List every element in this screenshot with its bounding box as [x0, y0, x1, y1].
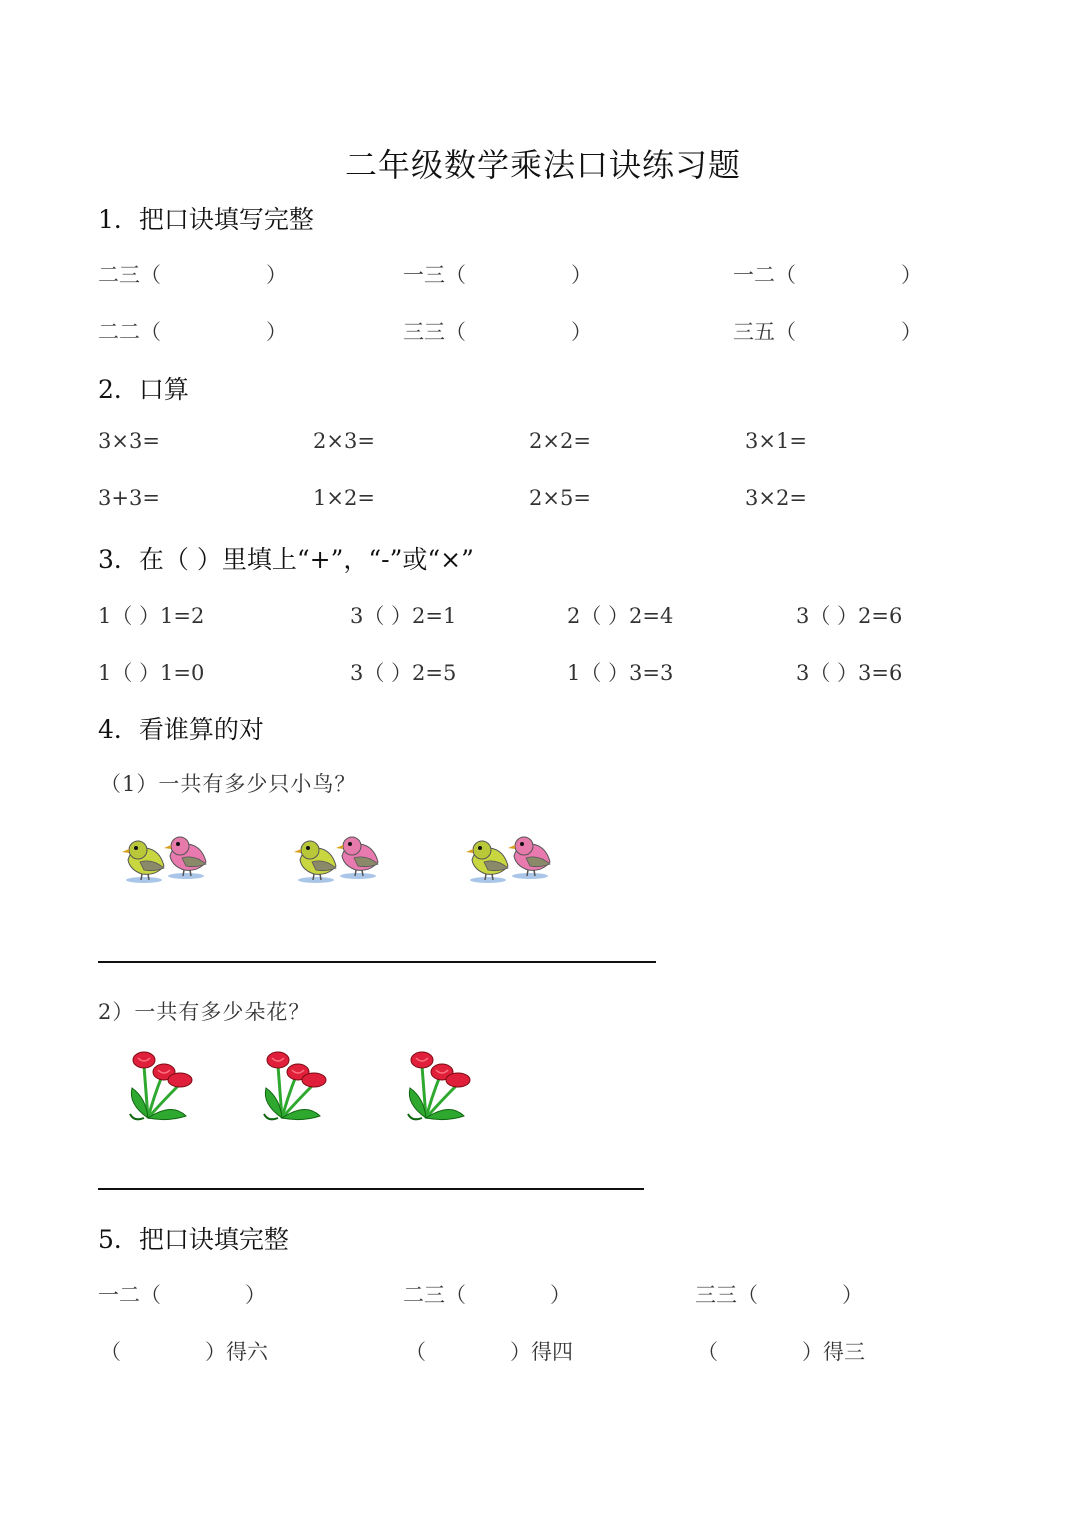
q3-r1-c1: 1（ ）1=2	[98, 604, 205, 628]
flower-bunch-1	[130, 1052, 192, 1120]
q1-r1-c3: 一二（ ）	[733, 263, 922, 287]
q5-r2-c2: （ ）得四	[405, 1340, 573, 1364]
bird-yellow-3	[466, 841, 508, 883]
bird-pink-2	[336, 837, 378, 879]
bird-yellow-2	[294, 841, 336, 883]
q2-r2-c3: 2×5=	[529, 486, 591, 510]
q5-heading: 5．把口诀填完整	[98, 1225, 289, 1254]
q3-r1-c2: 3（ ）2=1	[350, 604, 457, 628]
q5-r2-c1: （ ）得六	[100, 1340, 268, 1364]
q2-r2-c1: 3+3=	[98, 486, 160, 510]
q1-r2-c2: 三三（ ）	[403, 320, 592, 344]
q5-r2-c3: （ ）得三	[697, 1340, 865, 1364]
q2-r2-c2: 1×2=	[313, 486, 375, 510]
bird-pink-3	[508, 837, 550, 879]
q2-r1-c4: 3×1=	[745, 429, 807, 453]
q5-r1-c2: 二三（ ）	[403, 1283, 571, 1307]
q3-r2-c1: 1（ ）1=0	[98, 661, 205, 685]
bird-yellow-1	[122, 841, 164, 883]
q2-r2-c4: 3×2=	[745, 486, 807, 510]
page-title: 二年级数学乘法口诀练习题	[345, 146, 742, 184]
q4-part1-question: （1）一共有多少只小鸟？	[100, 772, 357, 796]
q3-r1-c4: 3（ ）2=6	[796, 604, 903, 628]
q2-heading: 2．口算	[98, 375, 189, 404]
flower-bunch-3	[408, 1052, 470, 1120]
q1-r2-c1: 二二（ ）	[98, 320, 287, 344]
q3-r2-c3: 1（ ）3=3	[567, 661, 674, 685]
q3-r2-c4: 3（ ）3=6	[796, 661, 903, 685]
q1-r1-c1: 二三（ ）	[98, 263, 287, 287]
q2-r1-c1: 3×3=	[98, 429, 160, 453]
q4-part2-question: 2）一共有多少朵花？	[98, 1000, 311, 1024]
bird-pink-1	[164, 837, 206, 879]
q3-heading: 3．在（ ）里填上“+”，“-”或“×”	[98, 545, 474, 574]
q2-r1-c2: 2×3=	[313, 429, 375, 453]
q1-r1-c2: 一三（ ）	[403, 263, 592, 287]
q3-r1-c3: 2（ ）2=4	[567, 604, 674, 628]
q5-r1-c1: 一二（ ）	[98, 1283, 266, 1307]
q3-r2-c2: 3（ ）2=5	[350, 661, 457, 685]
flower-bunch-2	[264, 1052, 326, 1120]
q1-r2-c3: 三五（ ）	[733, 320, 922, 344]
q1-heading: 1．把口诀填写完整	[98, 205, 314, 234]
q2-r1-c3: 2×2=	[529, 429, 591, 453]
q5-r1-c3: 三三（ ）	[695, 1283, 863, 1307]
answer-line-flowers[interactable]	[98, 1188, 644, 1190]
answer-line-birds[interactable]	[98, 961, 656, 963]
q4-heading: 4．看谁算的对	[98, 715, 264, 744]
